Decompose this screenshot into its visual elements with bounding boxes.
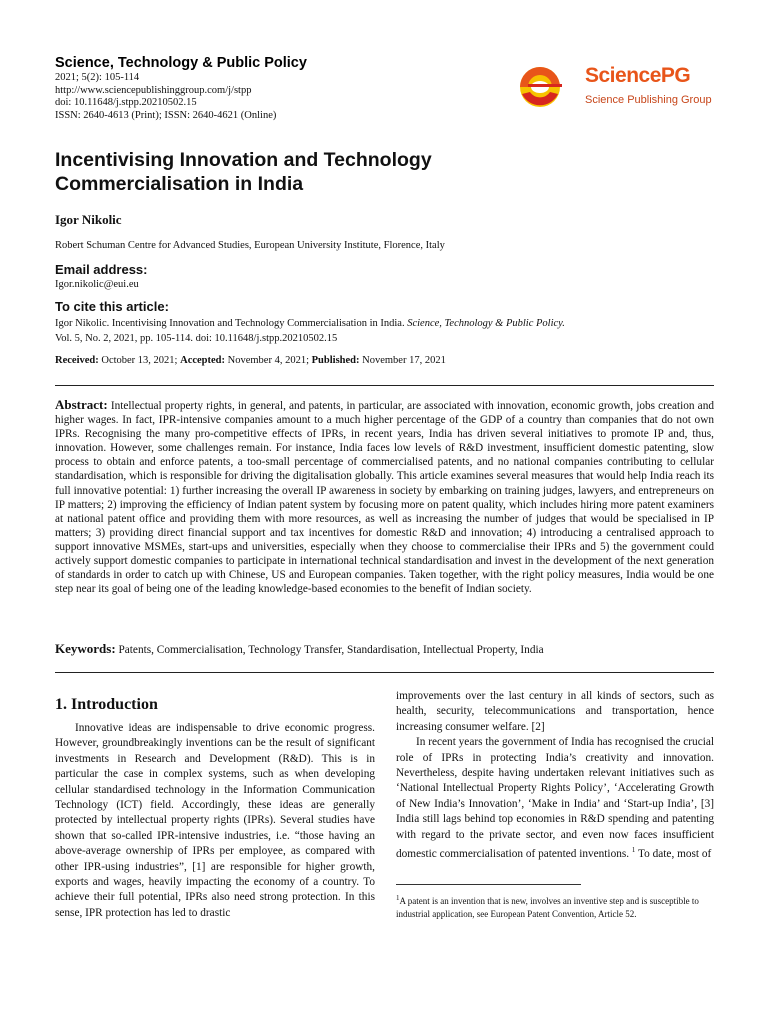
logo-name: SciencePG: [585, 64, 691, 87]
abstract: [55, 398, 714, 596]
journal-meta: [55, 72, 276, 122]
section-heading: 1. Introduction: [55, 696, 158, 713]
author-name: Igor Nikolic: [55, 212, 122, 227]
keywords: [55, 641, 714, 657]
intro-paragraph-2: [396, 735, 714, 862]
abstract-label: Abstract:: [55, 397, 108, 412]
cite-label: To cite this article:: [55, 299, 169, 314]
email-address[interactable]: Igor.nikolic@eui.eu: [55, 279, 139, 290]
dates-line: [55, 354, 446, 368]
keywords-text: Patents, Commercialisation, Technology Transfer, Standardisation, Intellectual Property, India: [118, 644, 544, 656]
intro-paragraph-2-tail: To date, most of: [635, 847, 712, 860]
intro-paragraph-1: Innovative ideas are indispensable to drive economic progress. However, groundbreakingly inventions can be the result of significant investments in Research and Development (R&D). This is in particular the case in complex systems, such as when developing cellular standardised technology in the Information Communication Technology (ICT) field. Accordingly, these ideas are generally protected by intellectual property rights (IPRs). Several studies have shown that so-called IPR-intensive industries, i.e. “those having an above-average ownership of IPRs per employee, as compared with other IPR-using industries”, [1] are responsible for higher growth, exports and wages, heavily impacting the economy of a country. To achieve their full potential, IPRs also need strong protection. In this sense, IPR protection has led to drastic: [55, 722, 375, 919]
email-label: Email address:: [55, 262, 148, 277]
accepted-date: November 4, 2021;: [225, 355, 312, 366]
left-column: [55, 721, 375, 921]
citation-line-2: Vol. 5, No. 2, 2021, pp. 105-114. doi: 10.11648/j.stpp.20210502.15: [55, 333, 338, 344]
journal-url[interactable]: http://www.sciencepublishinggroup.com/j/stpp: [55, 84, 252, 96]
logo-subtitle: Science Publishing Group: [585, 94, 712, 106]
journal-title: Science, Technology & Public Policy: [55, 55, 307, 71]
keywords-label: Keywords:: [55, 641, 116, 656]
footnote-ref[interactable]: 1: [631, 846, 636, 855]
published-label: Published:: [311, 355, 360, 366]
citation-line-1: [55, 317, 565, 331]
footnote-text: A patent is an invention that is new, involves an inventive step and is susceptible to industrial application, see European Patent Convention, Article 52.: [396, 896, 699, 919]
paper-title: Incentivising Innovation and Technology Commercialisation in India: [55, 149, 432, 195]
divider-bottom: [55, 672, 714, 673]
volume-line: 2021; 5(2): 105-114: [55, 72, 140, 83]
right-column: [396, 689, 714, 862]
received-date: October 13, 2021;: [98, 355, 181, 366]
accepted-label: Accepted:: [180, 355, 226, 366]
journal-issn: ISSN: 2640-4613 (Print); ISSN: 2640-4621 (Online): [55, 109, 277, 121]
intro-paragraph-2-text: In recent years the government of India has recognised the crucial role of IPRs in protecting India’s creativity and innovation. Nevertheless, despite having undertaken relevant initiatives such as ‘National Intellectual Property Rights Policy’, ‘Accelerating Growth of New India’s Innovation’, ‘Make in India’ and ‘Start-up India’, [3] India still lags behind top economies in R&D spending and patenting with regard to the private sector, and even now faces insufficient domestic commercialisation of patented inventions.: [396, 736, 714, 860]
citation-journal: Science, Technology & Public Policy.: [407, 318, 565, 329]
received-label: Received:: [55, 355, 99, 366]
journal-doi: doi: 10.11648/j.stpp.20210502.15: [55, 97, 197, 108]
footnote-rule: [396, 884, 581, 885]
citation-plain: Igor Nikolic. Incentivising Innovation and Technology Commercialisation in India.: [55, 318, 408, 329]
footnote: [396, 892, 714, 921]
footnote-mark: 1: [396, 894, 400, 902]
affiliation: Robert Schuman Centre for Advanced Studies, European University Institute, Florence, Italy: [55, 240, 445, 251]
abstract-text: Intellectual property rights, in general, and patents, in particular, are associated with innovation, economic growth, jobs creation and higher wages. In fact, IPR-intensive companies amount to a much higher percentage of the GDP of a country than companies that do not own IPRs. Recognising the many pro-competitive effects of IPRs, in recent years, India has driven several initiatives to promote IP and, thus, innovation. However, some challenges remain. For instance, India faces low levels of R&D investment, insufficient domestic patenting, slow process to obtain and enforce patents, a too-small percentage of commercialised patents, and no national companies contributing to cellular standardisation, which is responsible for driving the digitalisation globally. This article examines several measures that would help India reach its full innovative potential: 1) further increasing the overall IP awareness in society by embarking on training judges, lawyers, and entrepreneurs on IP matters; 2) improving the efficiency of Indian patent system by focusing more on patent quality, which includes hiring more patent examiners at national patent office and providing them with more resources, as well as increasing the number of judges that would be specialised in IP matters; 3) providing direct financial support and tax incentives for domestic R&D and innovation; 4) introducing a centralised approach to support innovative MSMEs, start-ups and universities, especially when they choose to commercialise their IPRs and 5) the government could actively support domestic companies to participate in international technical standardisation and invest in the development of the next generation of standards in order to catch up with Chinese, US and European companies. Taken together, with the right policy measures, India would be one step near its goal of being one of the leading knowledge-based economies to the benefit of Indian society.: [55, 400, 714, 596]
intro-paragraph-continued: improvements over the last century in all kinds of sectors, such as health, security, telecommunications and transportation, hence increasing consumer welfare. [2]: [396, 690, 714, 733]
published-date: November 17, 2021: [359, 355, 446, 366]
divider-top: [55, 385, 714, 386]
